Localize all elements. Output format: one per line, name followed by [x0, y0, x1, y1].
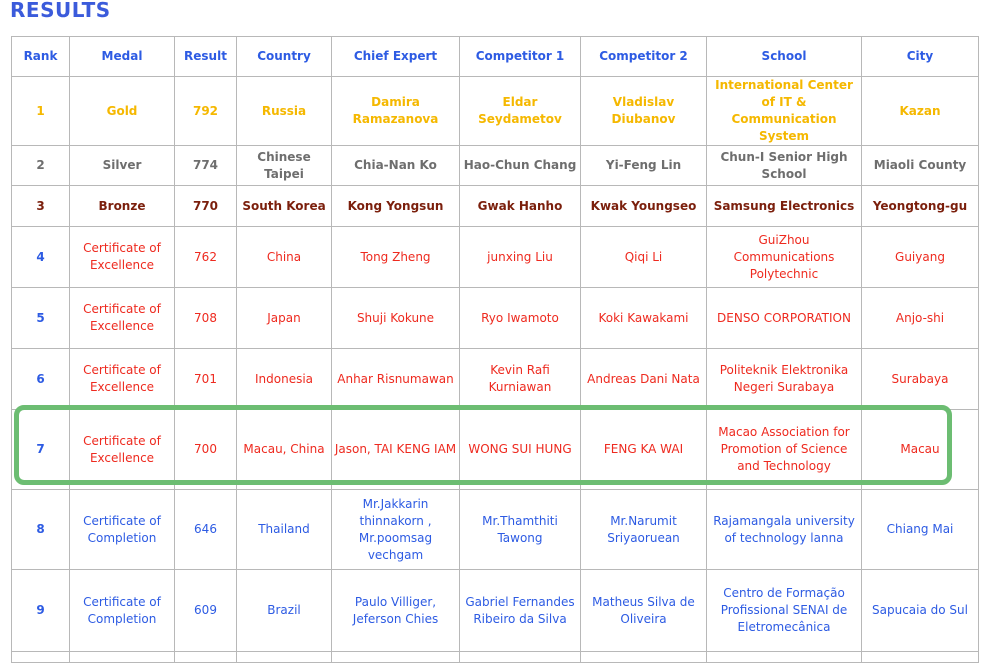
- table-row: [12, 146, 979, 186]
- rank-cell: 5: [12, 288, 70, 349]
- school-cell: International Center of IT & Communication System: [707, 77, 862, 146]
- rank-cell: 1: [12, 77, 70, 146]
- chief-expert-cell: Chia-Nan Ko: [332, 146, 460, 186]
- column-header-rank: Rank: [12, 37, 70, 77]
- city-cell: Kazan: [862, 77, 979, 146]
- competitor-2-cell: FENG KA WAI: [581, 410, 707, 490]
- country-cell: Japan: [237, 288, 332, 349]
- table-row: [12, 227, 979, 288]
- medal-cell: Certificate of Excellence: [70, 227, 175, 288]
- competitor-2-cell: Mr.Narumit Sriyaoruean: [581, 490, 707, 570]
- competitor-1-cell: Ryo Iwamoto: [460, 288, 581, 349]
- result-cell: 762: [175, 227, 237, 288]
- school-cell: Chun-I Senior High School: [707, 146, 862, 186]
- column-header-medal: Medal: [70, 37, 175, 77]
- result-cell: 701: [175, 349, 237, 410]
- column-header-chief-expert: Chief Expert: [332, 37, 460, 77]
- result-cell: 646: [175, 490, 237, 570]
- column-header-result: Result: [175, 37, 237, 77]
- medal-cell: Bronze: [70, 186, 175, 227]
- city-cell: Sapucaia do Sul: [862, 570, 979, 652]
- city-cell: Miaoli County: [862, 146, 979, 186]
- competitor-2-cell: Andreas Dani Nata: [581, 349, 707, 410]
- chief-expert-cell: Jason, TAI KENG IAM: [332, 410, 460, 490]
- medal-cell: Gold: [70, 77, 175, 146]
- country-cell: Russia: [237, 77, 332, 146]
- city-cell: Yeongtong-gu: [862, 186, 979, 227]
- result-cell: 700: [175, 410, 237, 490]
- competitor-1-cell: Hao-Chun Chang: [460, 146, 581, 186]
- city-cell: Macau: [862, 410, 979, 490]
- medal-cell: Certificate of Completion: [70, 490, 175, 570]
- result-cell: 774: [175, 146, 237, 186]
- table-row: [12, 186, 979, 227]
- city-cell: Chiang Mai: [862, 490, 979, 570]
- result-cell: 708: [175, 288, 237, 349]
- country-cell: Indonesia: [237, 349, 332, 410]
- competitor-2-cell: Yi-Feng Lin: [581, 146, 707, 186]
- country-cell: Macau, China: [237, 410, 332, 490]
- competitor-1-cell: Mr.Thamthiti Tawong: [460, 490, 581, 570]
- country-cell: Thailand: [237, 490, 332, 570]
- city-cell: Guiyang: [862, 227, 979, 288]
- chief-expert-cell: Anhar Risnumawan: [332, 349, 460, 410]
- rank-cell: 7: [12, 410, 70, 490]
- school-cell: Politeknik Elektronika Negeri Surabaya: [707, 349, 862, 410]
- country-cell: Chinese Taipei: [237, 146, 332, 186]
- column-header-school: School: [707, 37, 862, 77]
- city-cell: Surabaya: [862, 349, 979, 410]
- city-cell: Anjo-shi: [862, 288, 979, 349]
- rank-cell: 3: [12, 186, 70, 227]
- rank-cell: 8: [12, 490, 70, 570]
- column-header-city: City: [862, 37, 979, 77]
- table-row: [12, 349, 979, 410]
- school-cell: GuiZhou Communications Polytechnic: [707, 227, 862, 288]
- school-cell: Macao Association for Promotion of Science and Technology: [707, 410, 862, 490]
- table-row: [12, 570, 979, 652]
- competitor-2-cell: Vladislav Diubanov: [581, 77, 707, 146]
- rank-cell: 9: [12, 570, 70, 652]
- chief-expert-cell: Damira Ramazanova: [332, 77, 460, 146]
- table-row-partial: [12, 652, 979, 663]
- medal-cell: Certificate of Excellence: [70, 410, 175, 490]
- medal-cell: Certificate of Excellence: [70, 349, 175, 410]
- table-header-row: [12, 37, 979, 77]
- result-cell: 770: [175, 186, 237, 227]
- competitor-2-cell: Qiqi Li: [581, 227, 707, 288]
- chief-expert-cell: Mr.Jakkarin thinnakorn , Mr.poomsag vechgam: [332, 490, 460, 570]
- medal-cell: Certificate of Excellence: [70, 288, 175, 349]
- chief-expert-cell: Paulo Villiger, Jeferson Chies: [332, 570, 460, 652]
- competitor-1-cell: junxing Liu: [460, 227, 581, 288]
- rank-cell: 6: [12, 349, 70, 410]
- column-header-competitor-1: Competitor 1: [460, 37, 581, 77]
- table-row-highlighted: [12, 410, 979, 490]
- school-cell: DENSO CORPORATION: [707, 288, 862, 349]
- column-header-competitor-2: Competitor 2: [581, 37, 707, 77]
- table-row: [12, 77, 979, 146]
- chief-expert-cell: Kong Yongsun: [332, 186, 460, 227]
- rank-cell: 2: [12, 146, 70, 186]
- competitor-1-cell: Eldar Seydametov: [460, 77, 581, 146]
- competitor-1-cell: Gwak Hanho: [460, 186, 581, 227]
- competitor-2-cell: Kwak Youngseo: [581, 186, 707, 227]
- rank-cell: 4: [12, 227, 70, 288]
- country-cell: Brazil: [237, 570, 332, 652]
- competitor-2-cell: Koki Kawakami: [581, 288, 707, 349]
- column-header-country: Country: [237, 37, 332, 77]
- country-cell: South Korea: [237, 186, 332, 227]
- school-cell: Rajamangala university of technology lanna: [707, 490, 862, 570]
- results-table: [11, 36, 979, 663]
- competitor-1-cell: Gabriel Fernandes Ribeiro da Silva: [460, 570, 581, 652]
- competitor-1-cell: WONG SUI HUNG: [460, 410, 581, 490]
- table-row: [12, 288, 979, 349]
- chief-expert-cell: Shuji Kokune: [332, 288, 460, 349]
- result-cell: 792: [175, 77, 237, 146]
- school-cell: Samsung Electronics: [707, 186, 862, 227]
- competitor-1-cell: Kevin Rafi Kurniawan: [460, 349, 581, 410]
- country-cell: China: [237, 227, 332, 288]
- result-cell: 609: [175, 570, 237, 652]
- competitor-2-cell: Matheus Silva de Oliveira: [581, 570, 707, 652]
- school-cell: Centro de Formação Profissional SENAI de Eletromecânica: [707, 570, 862, 652]
- medal-cell: Silver: [70, 146, 175, 186]
- page-title: RESULTS: [10, 0, 111, 22]
- chief-expert-cell: Tong Zheng: [332, 227, 460, 288]
- table-row: [12, 490, 979, 570]
- medal-cell: Certificate of Completion: [70, 570, 175, 652]
